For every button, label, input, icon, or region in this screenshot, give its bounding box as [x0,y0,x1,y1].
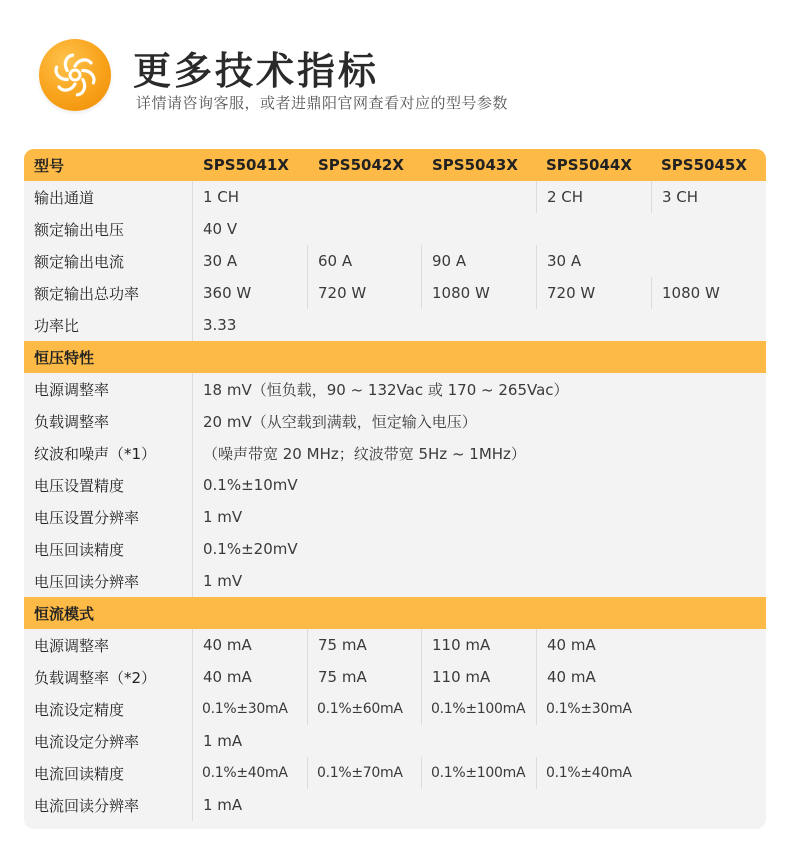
row-label: 电压设置精度 [34,476,125,495]
row-value: 1 mA [192,789,766,821]
row-label: 负载调整率（*2） [34,668,157,687]
row-value: 40 mA [536,629,766,661]
table-row [24,629,766,662]
table-row [24,245,766,278]
row-label: 电压设置分辨率 [34,508,140,527]
row-value: 720 W [307,277,421,309]
row-value: 40 V [192,213,766,245]
row-label: 电流回读精度 [34,764,125,783]
row-label: 功率比 [34,316,80,335]
row-value: 0.1%±30mA [536,693,766,725]
table-row [24,693,766,726]
table-row [24,373,766,406]
table-row [24,469,766,502]
row-value: 90 A [421,245,536,277]
page-title: 更多技术指标 [133,49,380,93]
table-row [24,437,766,470]
row-label: 电压回读精度 [34,540,125,559]
model-name: SPS5043X [432,156,518,174]
row-value: 18 mV（恒负载，90 ~ 132Vac 或 170 ~ 265Vac） [192,373,766,405]
row-value: （噪声带宽 20 MHz；纹波带宽 5Hz ~ 1MHz） [192,437,766,469]
table-row [24,757,766,790]
spec-table [24,149,766,829]
row-value: 720 W [536,277,651,309]
row-value: 360 W [192,277,307,309]
model-name: SPS5045X [661,156,747,174]
row-value: 40 mA [192,661,307,693]
row-value: 75 mA [307,661,421,693]
row-label: 电流设定分辨率 [34,732,140,751]
row-value: 0.1%±40mA [192,757,307,789]
table-row [24,789,766,821]
row-value: 1 mV [192,501,766,533]
row-label: 额定输出电压 [34,220,125,239]
row-label: 电源调整率 [34,380,110,399]
row-value: 75 mA [307,629,421,661]
table-row [24,309,766,342]
table-row [24,565,766,598]
table-row [24,501,766,534]
model-header-label: 型号 [34,156,65,175]
row-value: 0.1%±30mA [192,693,307,725]
row-value: 3.33 [192,309,766,341]
section-title: 恒压特性 [34,348,95,367]
row-value: 1080 W [651,277,766,309]
row-value: 0.1%±20mV [192,533,766,565]
table-row [24,661,766,694]
row-value: 0.1%±60mA [307,693,421,725]
section-header-cc [24,597,766,629]
row-label: 电压回读分辨率 [34,572,140,591]
row-value: 1 mA [192,725,766,757]
row-label: 纹波和噪声（*1） [34,444,157,463]
row-value: 0.1%±70mA [307,757,421,789]
row-value: 40 mA [192,629,307,661]
row-value: 30 A [192,245,307,277]
row-value: 1 mV [192,565,766,597]
row-value: 30 A [536,245,766,277]
table-row [24,213,766,246]
row-value: 2 CH [536,181,651,213]
table-row [24,181,766,214]
page-subtitle: 详情请咨询客服，或者进鼎阳官网查看对应的型号参数 [136,94,509,112]
row-value: 0.1%±10mV [192,469,766,501]
row-value: 110 mA [421,629,536,661]
model-name: SPS5044X [546,156,632,174]
row-label: 电源调整率 [34,636,110,655]
section-title: 恒流模式 [34,604,95,623]
model-name: SPS5041X [203,156,289,174]
row-label: 电流设定精度 [34,700,125,719]
row-label: 额定输出总功率 [34,284,140,303]
row-value: 1 CH [192,181,536,213]
table-row [24,277,766,310]
table-row [24,725,766,758]
row-value: 40 mA [536,661,766,693]
swirl-icon [39,39,111,111]
brand-logo [39,39,111,111]
row-value: 20 mV（从空载到满载，恒定输入电压） [192,405,766,437]
row-label: 负载调整率 [34,412,110,431]
table-row [24,405,766,438]
row-value: 0.1%±100mA [421,757,536,789]
model-header-row [24,149,766,181]
page-header [0,0,790,140]
row-label: 输出通道 [34,188,95,207]
row-value: 3 CH [651,181,766,213]
row-value: 110 mA [421,661,536,693]
row-value: 60 A [307,245,421,277]
row-value: 0.1%±100mA [421,693,536,725]
row-value: 1080 W [421,277,536,309]
model-name: SPS5042X [318,156,404,174]
row-label: 电流回读分辨率 [34,796,140,815]
row-value: 0.1%±40mA [536,757,766,789]
table-row [24,533,766,566]
row-label: 额定输出电流 [34,252,125,271]
section-header-cv [24,341,766,373]
